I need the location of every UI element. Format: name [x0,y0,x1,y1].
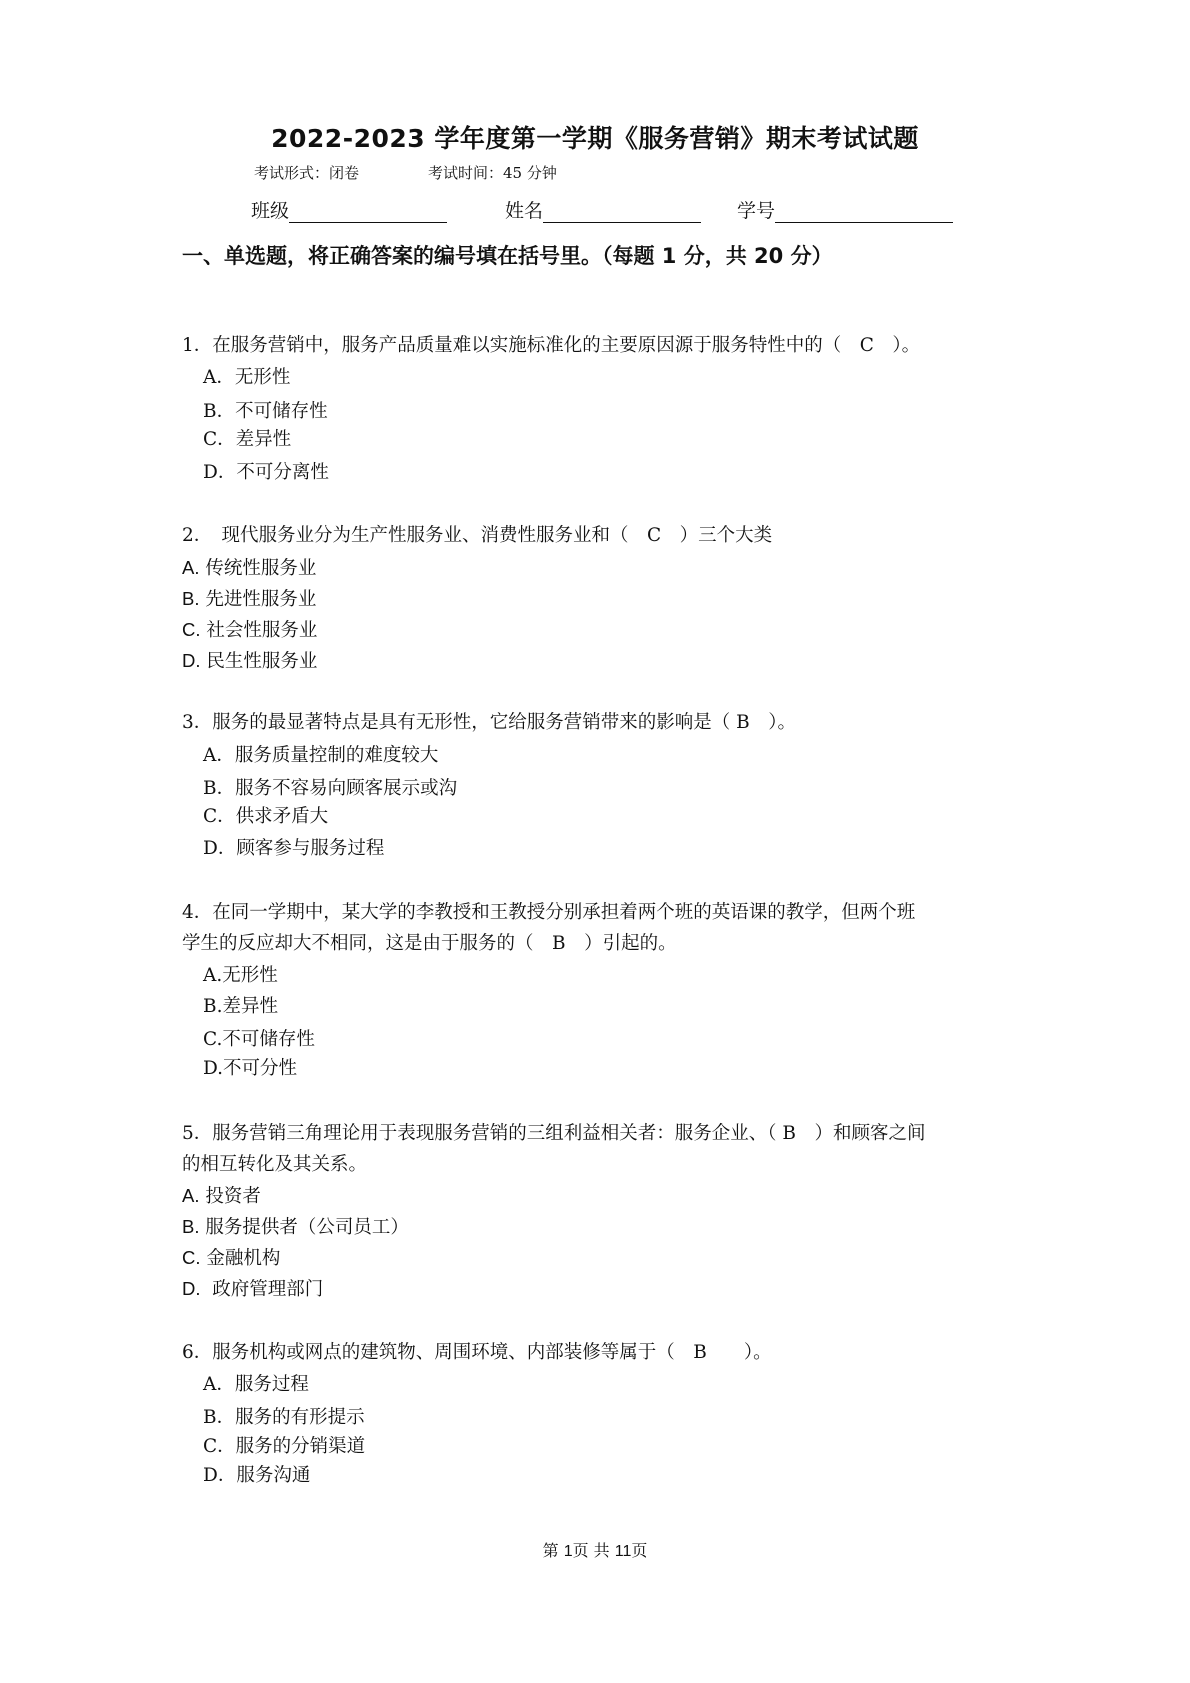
question-1-stem: 1．在服务营销中，服务产品质量难以实施标准化的主要原因源于服务特性中的（ C ）。 [182,335,921,356]
question-3-option-b: B．服务不容易向顾客展示或沟 [203,778,458,799]
option-letter: C. [182,1247,201,1268]
question-4-option-a: A.无形性 [203,965,278,986]
question-5-option-c [182,1244,280,1270]
name-field[interactable] [505,196,701,223]
question-5-stem-line-2: 的相互转化及其关系。 [182,1154,368,1175]
question-4-option-b: B.差异性 [203,996,278,1017]
option-text: 服务提供者（公司员工） [205,1217,409,1238]
page-footer [0,1538,1190,1561]
question-6-option-a: A．服务过程 [203,1374,309,1395]
question-2-option-c [182,616,317,642]
class-label: 班级 [251,200,290,222]
question-2-option-d [182,647,317,673]
name-blank[interactable] [543,202,701,223]
question-5-option-a [182,1182,261,1208]
option-text: 社会性服务业 [206,620,318,641]
page-title: 2022-2023 学年度第一学期《服务营销》期末考试试题 [271,124,919,153]
question-4-stem-line-2: 学生的反应却大不相同，这是由于服务的（ B ）引起的。 [182,933,677,954]
option-letter: A. [182,557,200,578]
class-field[interactable] [251,196,447,223]
question-4-option-d: D.不可分性 [203,1058,298,1079]
option-text: 民生性服务业 [206,651,318,672]
option-letter: B. [182,588,200,609]
option-letter: A. [182,1185,200,1206]
question-5-stem-line-1: 5．服务营销三角理论用于表现服务营销的三组利益相关者：服务企业、（ B ）和顾客之间 [182,1123,926,1144]
option-text: 金融机构 [206,1248,281,1269]
id-field[interactable] [737,196,953,223]
section-heading: 一、单选题，将正确答案的编号填在括号里。（每题 1 分，共 20 分） [182,244,833,268]
question-2-stem: 2． 现代服务业分为生产性服务业、消费性服务业和（ C ）三个大类 [182,525,773,546]
current-page: 1 [563,1543,573,1560]
question-3-stem: 3．服务的最显著特点是具有无形性，它给服务营销带来的影响是（ B ）。 [182,712,796,733]
option-letter: D. [182,650,201,671]
question-4-option-c: C.不可储存性 [203,1029,315,1050]
option-letter: C. [182,619,201,640]
question-3-option-a: A．服务质量控制的难度较大 [203,745,439,766]
footer-middle: 页 共 [572,1541,610,1560]
question-6-stem: 6．服务机构或网点的建筑物、周围环境、内部装修等属于（ B ）。 [182,1342,772,1363]
question-6-option-d: D．服务沟通 [203,1465,311,1486]
question-1-option-b: B．不可储存性 [203,401,328,422]
question-6-option-c: C．服务的分销渠道 [203,1436,366,1457]
exam-format: 考试形式：闭卷 [254,164,360,182]
exam-time: 考试时间：45 分钟 [428,164,557,182]
question-4-stem-line-1: 4．在同一学期中，某大学的李教授和王教授分别承担着两个班的英语课的教学，但两个班 [182,902,916,923]
footer-suffix: 页 [631,1541,648,1560]
footer-prefix: 第 [542,1541,559,1560]
option-letter: B. [182,1216,200,1237]
question-3-option-c: C．供求矛盾大 [203,806,329,827]
question-3-option-d: D．顾客参与服务过程 [203,838,385,859]
question-5-option-d [182,1275,323,1301]
question-6-option-b: B．服务的有形提示 [203,1407,365,1428]
id-label: 学号 [737,200,776,222]
name-label: 姓名 [505,200,544,222]
option-text: 传统性服务业 [205,558,317,579]
question-5-option-b [182,1213,409,1239]
question-1-option-d: D．不可分离性 [203,462,329,483]
question-2-option-a [182,554,316,580]
total-pages: 11 [614,1543,632,1560]
question-2-option-b [182,585,316,611]
option-letter: D. [182,1278,201,1299]
question-1-option-c: C．差异性 [203,429,292,450]
id-blank[interactable] [775,202,953,223]
option-text: 投资者 [205,1186,261,1207]
option-text: 政府管理部门 [212,1279,324,1300]
class-blank[interactable] [289,202,447,223]
question-1-option-a: A．无形性 [203,367,291,388]
option-text: 先进性服务业 [205,589,317,610]
